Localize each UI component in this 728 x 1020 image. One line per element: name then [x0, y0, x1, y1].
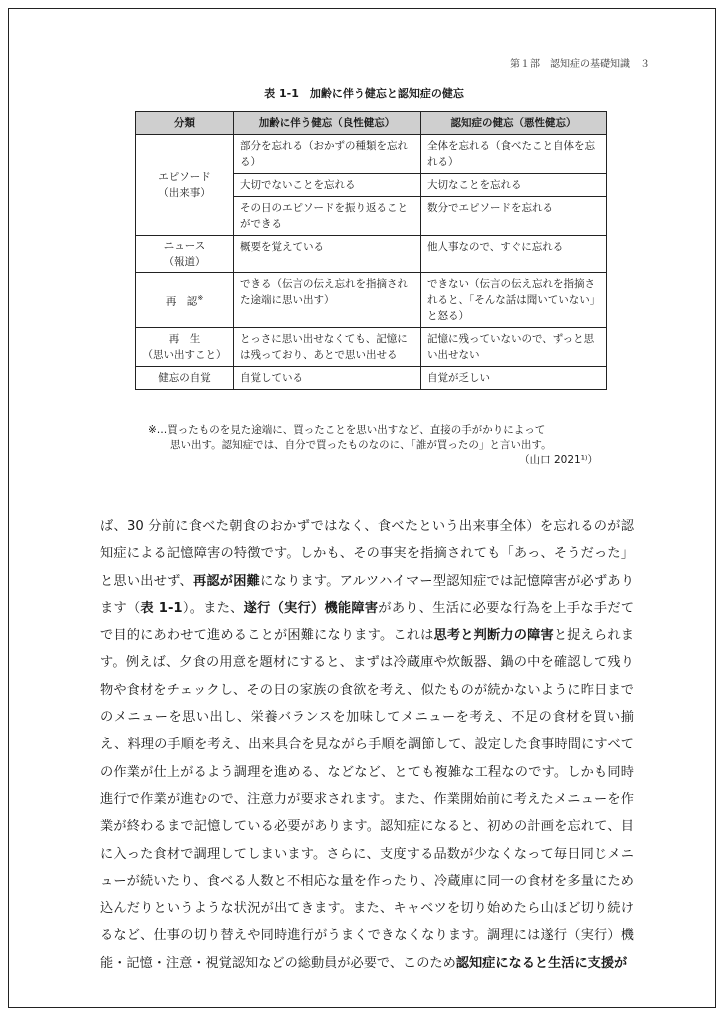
- header-category: 分類: [136, 112, 234, 135]
- body-text-run: と捉えられます。例えば、夕食の用意を題材にすると、まずは冷蔵庫や炊飯器、鍋の中を確認して残り物や食材をチェックし、その日の家族の食欲を考え、似たものが続かないように昨日までのメニューを思い出し、栄養バランスを加味してメニューを考え、不足の食材を買い揃え、料理の手順を考え、出来具合を見ながら手順を調節して、設定した食事時間にすべての作業が仕上がるよう調理を進める、などなど、とても複雑な工程なのです。しかも同時進行で作業が進むので、注意力が要求されます。また、作業開始前に考えたメニューを作業が終わるまで記憶している必要があります。認知症になると、初めの計画を忘れて、目に入った食材で調理してしまいます。さらに、支度する品数が少なくなって毎日同じメニューが続いたり、食べる人数と不相応な量を作ったり、冷蔵庫に同一の食材を多量にため込んだりというような状況が出てきます。また、キャベツを切り始めたら山ほど切り続けるなど、仕事の切り替えや同時進行がうまくできなくなります。調理には遂行（実行）機能・記憶・注意・視覚認知などの総動員が必要で、このため: [100, 628, 634, 971]
- table-row: [136, 135, 607, 174]
- body-paragraph: [100, 513, 634, 977]
- body-emphasis: 再認が困難: [192, 573, 261, 589]
- body-text-run: ば、30 分前に食べた朝食のおかずではなく、食べたという出来事全体）を忘れるのが認知症による記憶障害の特徴です。しかも、その事実を指摘されても「あっ、そうだった」と思い出せず、: [100, 519, 634, 589]
- table-row: [136, 328, 607, 367]
- category-label: エピソード: [158, 171, 211, 183]
- category-label: 再 認: [165, 295, 198, 308]
- body-text-run: ）。また、: [182, 600, 244, 616]
- cell-benign: 部分を忘れる（おかずの種類を忘れる）: [234, 135, 421, 174]
- cell-malignant: 他人事なので、すぐに忘れる: [421, 236, 607, 273]
- cell-malignant: 自覚が乏しい: [421, 367, 607, 390]
- category-recall: [136, 328, 234, 367]
- cell-malignant: 大切なことを忘れる: [421, 174, 607, 197]
- body-emphasis: 認知症になると生活に支援が: [455, 955, 628, 971]
- running-header: 第１部 認知症の基礎知識 ３: [510, 59, 650, 70]
- cell-malignant: 数分でエピソードを忘れる: [421, 197, 607, 236]
- table-header-row: [136, 112, 607, 135]
- body-text-run: があり、生活に必要な行為を上手な手だてで目的にあわせて進めることが困難になります。これは: [100, 600, 635, 644]
- category-label: 再 生: [168, 333, 201, 345]
- footnote-source: （山口 2021¹⁾）: [519, 454, 598, 466]
- category-awareness: 健忘の自覚: [136, 367, 234, 390]
- header-malignant: 認知症の健忘（悪性健忘）: [421, 112, 607, 135]
- body-emphasis: 思考と判断力の障害: [433, 628, 554, 644]
- category-news: [136, 236, 234, 273]
- footnote-mark: ※: [197, 294, 204, 303]
- body-text-run: になります。アルツハイマー型認知症では記憶障害が必ずあります（: [100, 573, 635, 616]
- cell-benign: 概要を覚えている: [234, 236, 421, 273]
- category-episode: [136, 135, 234, 236]
- footnote-line: ※…買ったものを見た途端に、買ったことを思い出すなど、直接の手がかりによって: [148, 424, 546, 436]
- table-row: [136, 367, 607, 390]
- table-row: [136, 236, 607, 273]
- footnote-line: 思い出す。認知症では、自分で買ったものなのに、「誰が買ったの」と言い出す。: [170, 439, 552, 451]
- table-reference: 表 1-1: [140, 600, 183, 616]
- table-title: 表 1-1 加齢に伴う健忘と認知症の健忘: [264, 87, 464, 100]
- cell-malignant: 全体を忘れる（食べたこと自体を忘れる）: [421, 135, 607, 174]
- cell-benign: できる（伝言の伝え忘れを指摘された途端に思い出す）: [234, 273, 421, 328]
- cell-malignant: 記憶に残っていないので、ずっと思い出せない: [421, 328, 607, 367]
- table-footnote: [148, 423, 598, 468]
- category-sublabel: （報道）: [163, 256, 206, 268]
- amnesia-comparison-table: [135, 111, 607, 390]
- category-recognition: [136, 273, 234, 328]
- cell-benign: 大切でないことを忘れる: [234, 174, 421, 197]
- cell-malignant: できない（伝言の伝え忘れを指摘されると、「そんな話は聞いていない」と怒る）: [421, 273, 607, 328]
- cell-benign: その日のエピソードを振り返ることができる: [234, 197, 421, 236]
- table-row: [136, 273, 607, 328]
- category-label: ニュース: [163, 240, 206, 252]
- body-emphasis: 遂行（実行）機能障害: [243, 600, 379, 616]
- category-sublabel: （思い出すこと）: [142, 349, 227, 361]
- cell-benign: 自覚している: [234, 367, 421, 390]
- category-sublabel: （出来事）: [158, 187, 211, 199]
- cell-benign: とっさに思い出せなくても、記憶には残っており、あとで思い出せる: [234, 328, 421, 367]
- header-benign: 加齢に伴う健忘（良性健忘）: [234, 112, 421, 135]
